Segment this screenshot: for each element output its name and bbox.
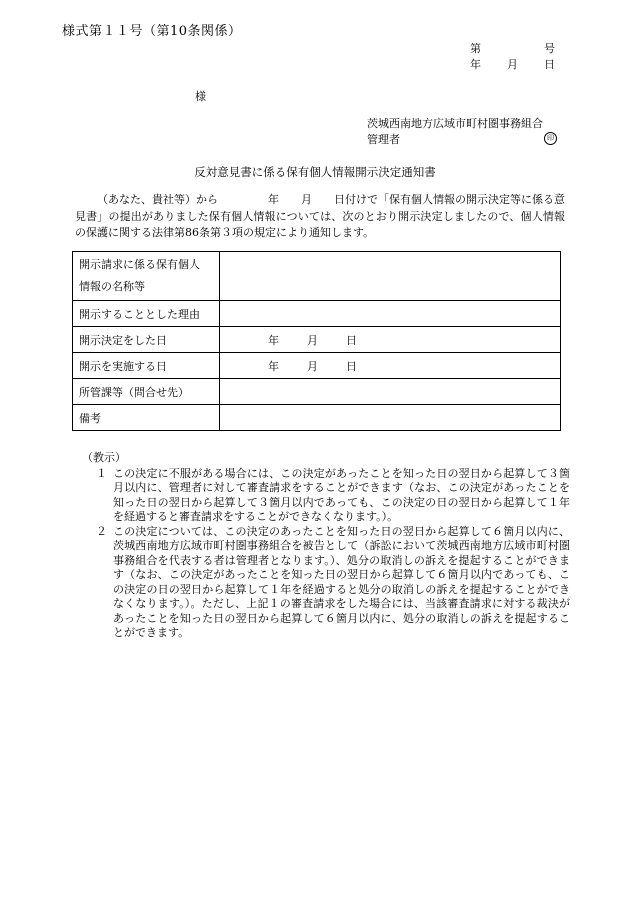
- value-department-contact: [220, 379, 561, 405]
- label-remarks: 備考: [73, 405, 220, 431]
- instruction-item: [82, 467, 570, 525]
- disclosure-info-table: [72, 251, 561, 431]
- intro-month: 月: [301, 193, 312, 206]
- administrator-title: 管理者: [367, 133, 400, 146]
- instructions-heading: （教示）: [82, 451, 126, 464]
- instructions-section: [82, 451, 570, 641]
- document-date-year: 年: [470, 58, 481, 71]
- label-decision-date: 開示決定をした日: [73, 327, 220, 353]
- document-date-day: 日: [544, 58, 555, 71]
- table-row: [73, 353, 561, 379]
- instruction-text: この決定に不服がある場合には、この決定があったことを知った日の翌日から起算して３箇月以内に、管理者に対して審査請求をすることができます（なお、この決定があったことを知った日の翌日から起算して３箇月以内であっても、この決定の日の翌日から起算して１年を経過すると審査請求をすることができなくなります。）。: [113, 466, 570, 523]
- document-date-month: 月: [507, 58, 518, 71]
- value-remarks: [220, 405, 561, 431]
- table-row: [73, 379, 561, 405]
- table-row: [73, 301, 561, 327]
- document-number-dai: 第: [470, 42, 481, 55]
- organization-name: 茨城西南地方広域市町村圏事務組合: [367, 117, 543, 130]
- label-disclosure-reason: 開示することとした理由: [73, 301, 220, 327]
- value-decision-date: 年 月 日: [220, 327, 561, 353]
- intro-paragraph: [75, 192, 565, 242]
- instruction-item: [82, 525, 570, 641]
- value-disclosure-reason: [220, 301, 561, 327]
- document-date-row: [470, 56, 555, 72]
- seal-mark-icon: 印: [544, 132, 557, 145]
- form-number: 様式第１１号（第10条関係）: [62, 24, 242, 39]
- instruction-number: １: [96, 466, 107, 480]
- instruction-text: この決定については、この決定のあったことを知った日の翌日から起算して６箇月以内に、茨城西南地方広域市町村圏事務組合を被告として（訴訟において茨城西南地方広域市町村圏事務組合を代表する者は管理者となります。）、処分の取消しの訴えを提起することができます（なお、この決定があったことを知った日の翌日から起算して６箇月以内であっても、この決定の日の翌日から起算して１年を経過すると処分の取消しの訴えを提起することができなくなります。）。ただし、上記１の審査請求をした場合には、当該審査請求に対する裁決があったことを知った日の翌日から起算して６箇月以内に、処分の取消しの訴えを提起することができます。: [113, 524, 570, 639]
- instruction-number: ２: [96, 524, 107, 538]
- intro-part2: 日付けで「保有個人情報の開示決定等に係る意見書」の提出がありました保有個人情報については、次のとおり開示決定しましたので、個人情報の保護に関する法律第86条第３項の規定により通知します。: [75, 193, 565, 239]
- document-number-go: 号: [544, 42, 555, 55]
- issuer-block: [367, 116, 557, 148]
- intro-part1: （あなた、貴社等）から: [97, 193, 218, 206]
- addressee: 様: [195, 90, 206, 103]
- label-department-contact: 所管課等（問合せ先）: [73, 379, 220, 405]
- value-implementation-date: 年 月 日: [220, 353, 561, 379]
- table-row: [73, 327, 561, 353]
- intro-year: 年: [268, 193, 279, 206]
- administrator-row: [367, 132, 557, 148]
- document-number-row: [470, 40, 555, 56]
- document-number-block: [470, 40, 555, 72]
- table-row: [73, 252, 561, 301]
- table-row: [73, 405, 561, 431]
- label-request-info-name: 開示請求に係る保有個人 情報の名称等: [73, 252, 220, 301]
- document-title: 反対意見書に係る保有個人情報開示決定通知書: [194, 165, 436, 179]
- value-request-info-name: [220, 252, 561, 301]
- label-implementation-date: 開示を実施する日: [73, 353, 220, 379]
